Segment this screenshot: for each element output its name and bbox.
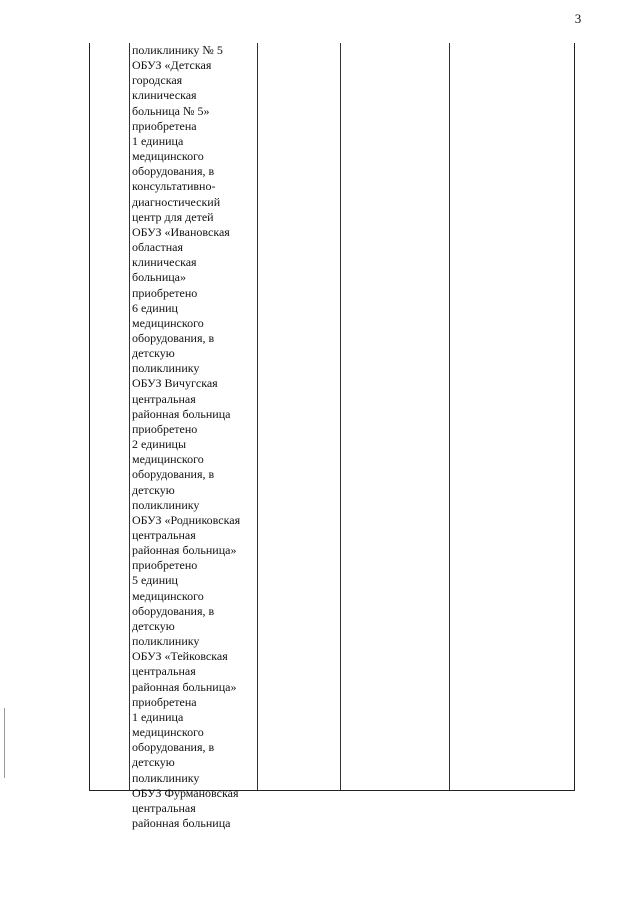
cell-line: 6 единиц	[132, 300, 178, 315]
cell-line: поликлинику	[132, 497, 200, 512]
cell-line: детскую	[132, 618, 175, 633]
page-number: 3	[574, 11, 582, 26]
cell-line: поликлинику	[132, 634, 200, 649]
cell-line: ОБУЗ «Тейковская	[132, 649, 228, 664]
scan-edge-mark	[4, 708, 5, 778]
cell-line: центр для детей	[132, 209, 214, 224]
cell-line: районная больница	[132, 815, 231, 830]
cell-line: поликлинику	[132, 770, 200, 785]
cell-line: центральная	[132, 664, 196, 679]
cell-line: медицинского	[132, 149, 204, 164]
cell-line: медицинского	[132, 315, 204, 330]
cell-line: медицинского	[132, 725, 204, 740]
cell-line: больница»	[132, 270, 186, 285]
cell-line: районная больница	[132, 406, 231, 421]
cell-line: городская	[132, 73, 183, 88]
cell-line: медицинского	[132, 452, 204, 467]
cell-line: ОБУЗ Фурмановская	[132, 785, 239, 800]
cell-line: 5 единиц	[132, 573, 178, 588]
cell-line: районная больница»	[132, 543, 237, 558]
cell-line: ОБУЗ Вичугская	[132, 376, 218, 391]
cell-line: детскую	[132, 346, 175, 361]
column-divider	[340, 43, 341, 790]
cell-line: больница № 5»	[132, 103, 210, 118]
cell-line: оборудования, в	[132, 467, 215, 482]
cell-line: ОБУЗ «Ивановская	[132, 224, 230, 239]
cell-line: медицинского	[132, 588, 204, 603]
cell-line: приобретена	[132, 118, 197, 133]
cell-line: оборудования, в	[132, 603, 215, 618]
cell-line: оборудования, в	[132, 330, 215, 345]
cell-line: приобретено	[132, 558, 198, 573]
table-cell-description	[132, 43, 256, 831]
cell-line: центральная	[132, 391, 196, 406]
cell-line: клиническая	[132, 88, 197, 103]
cell-line: приобретена	[132, 694, 197, 709]
cell-line: оборудования, в	[132, 164, 215, 179]
cell-line: областная	[132, 240, 183, 255]
cell-line: диагностический	[132, 194, 221, 209]
cell-line: 1 единица	[132, 709, 184, 724]
document-table	[89, 43, 575, 830]
cell-line: приобретено	[132, 285, 198, 300]
cell-line: ОБУЗ «Детская	[132, 58, 212, 73]
cell-line: 1 единица	[132, 133, 184, 148]
cell-line: районная больница»	[132, 679, 237, 694]
cell-line: клиническая	[132, 255, 197, 270]
cell-line: детскую	[132, 482, 175, 497]
cell-line: поликлинику № 5	[132, 43, 223, 57]
cell-line: 2 единицы	[132, 437, 187, 452]
cell-line: оборудования, в	[132, 740, 215, 755]
cell-line: приобретено	[132, 421, 198, 436]
cell-line: центральная	[132, 528, 196, 542]
cell-line: центральная	[132, 800, 196, 815]
cell-line: ОБУЗ «Родниковская	[132, 512, 241, 527]
column-divider	[129, 43, 130, 790]
cell-line: детскую	[132, 755, 175, 770]
cell-line: консультативно-	[132, 179, 216, 194]
column-divider	[449, 43, 450, 790]
column-divider	[257, 43, 258, 790]
cell-line: поликлинику	[132, 361, 200, 376]
